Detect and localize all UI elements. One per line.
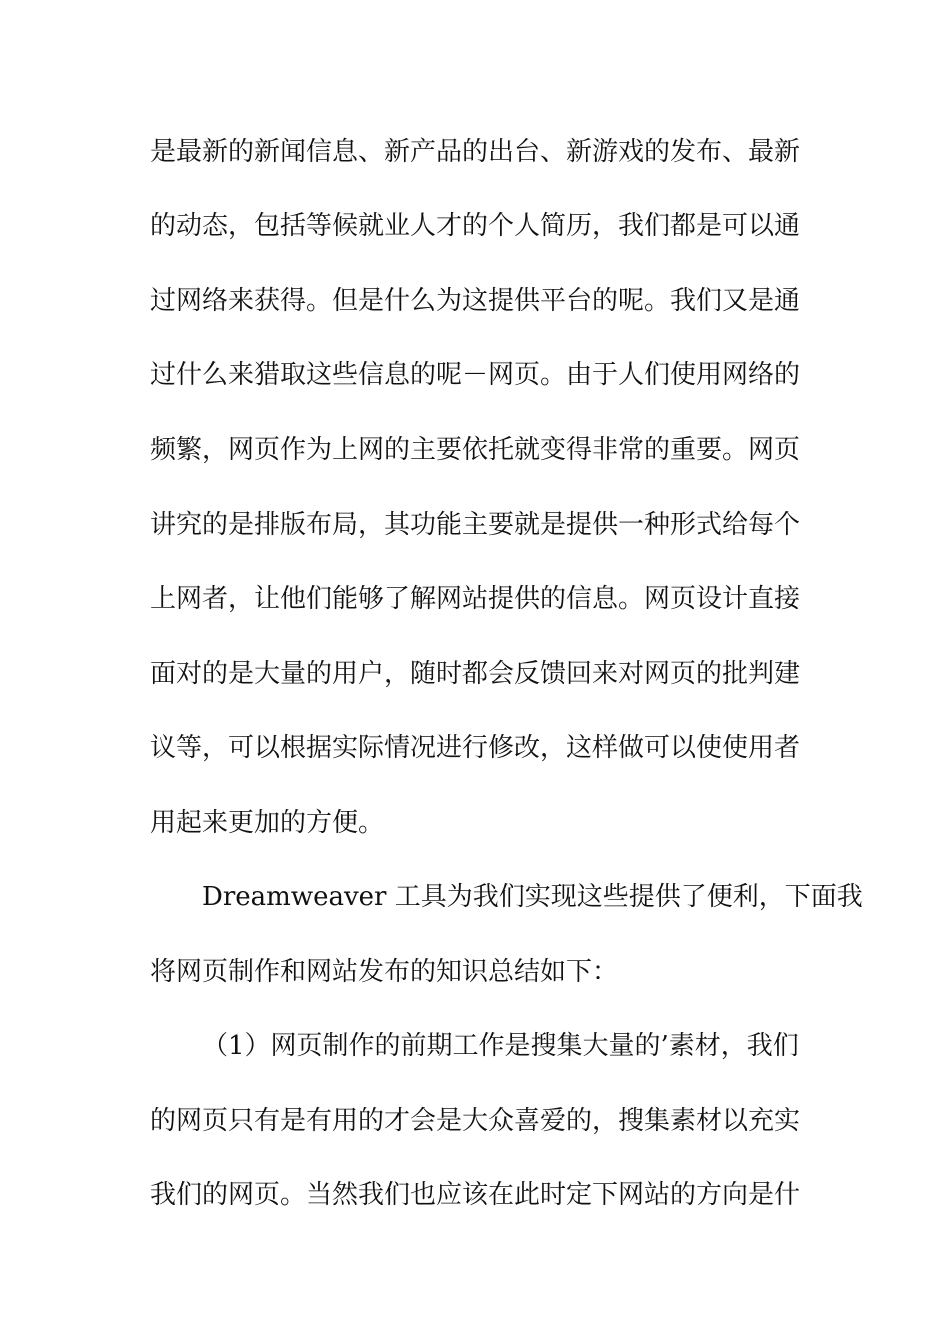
text-line: 面对的是大量的用户，随时都会反馈回来对网页的批判建 (150, 659, 801, 689)
text-line: 用起来更加的方便。 (150, 808, 385, 838)
text-line: 的网页只有是有用的才会是大众喜爱的，搜集素材以充实 (150, 1106, 801, 1136)
text-line: Dreamweaver 工具为我们实现这些提供了便利，下面我 (202, 882, 863, 912)
text-line: 将网页制作和网站发布的知识总结如下： (150, 957, 619, 987)
text-line: 频繁，网页作为上网的主要依托就变得非常的重要。网页 (150, 435, 801, 465)
text-line: 我们的网页。当然我们也应该在此时定下网站的方向是什 (150, 1180, 801, 1210)
text-line: 上网者，让他们能够了解网站提供的信息。网页设计直接 (150, 584, 801, 614)
text-line: 讲究的是排版布局，其功能主要就是提供一种形式给每个 (150, 510, 801, 540)
text-line: 过网络来获得。但是什么为这提供平台的呢。我们又是通 (150, 286, 801, 316)
text-line: 过什么来猎取这些信息的呢－网页。由于人们使用网络的 (150, 360, 801, 390)
text-line: 的动态，包括等候就业人才的个人简历，我们都是可以通 (150, 211, 801, 241)
text-line: 议等，可以根据实际情况进行修改，这样做可以使使用者 (150, 733, 801, 763)
text-line: 是最新的新闻信息、新产品的出台、新游戏的发布、最新 (150, 137, 801, 167)
text-line: （1）网页制作的前期工作是搜集大量的’素材，我们 (202, 1031, 799, 1061)
